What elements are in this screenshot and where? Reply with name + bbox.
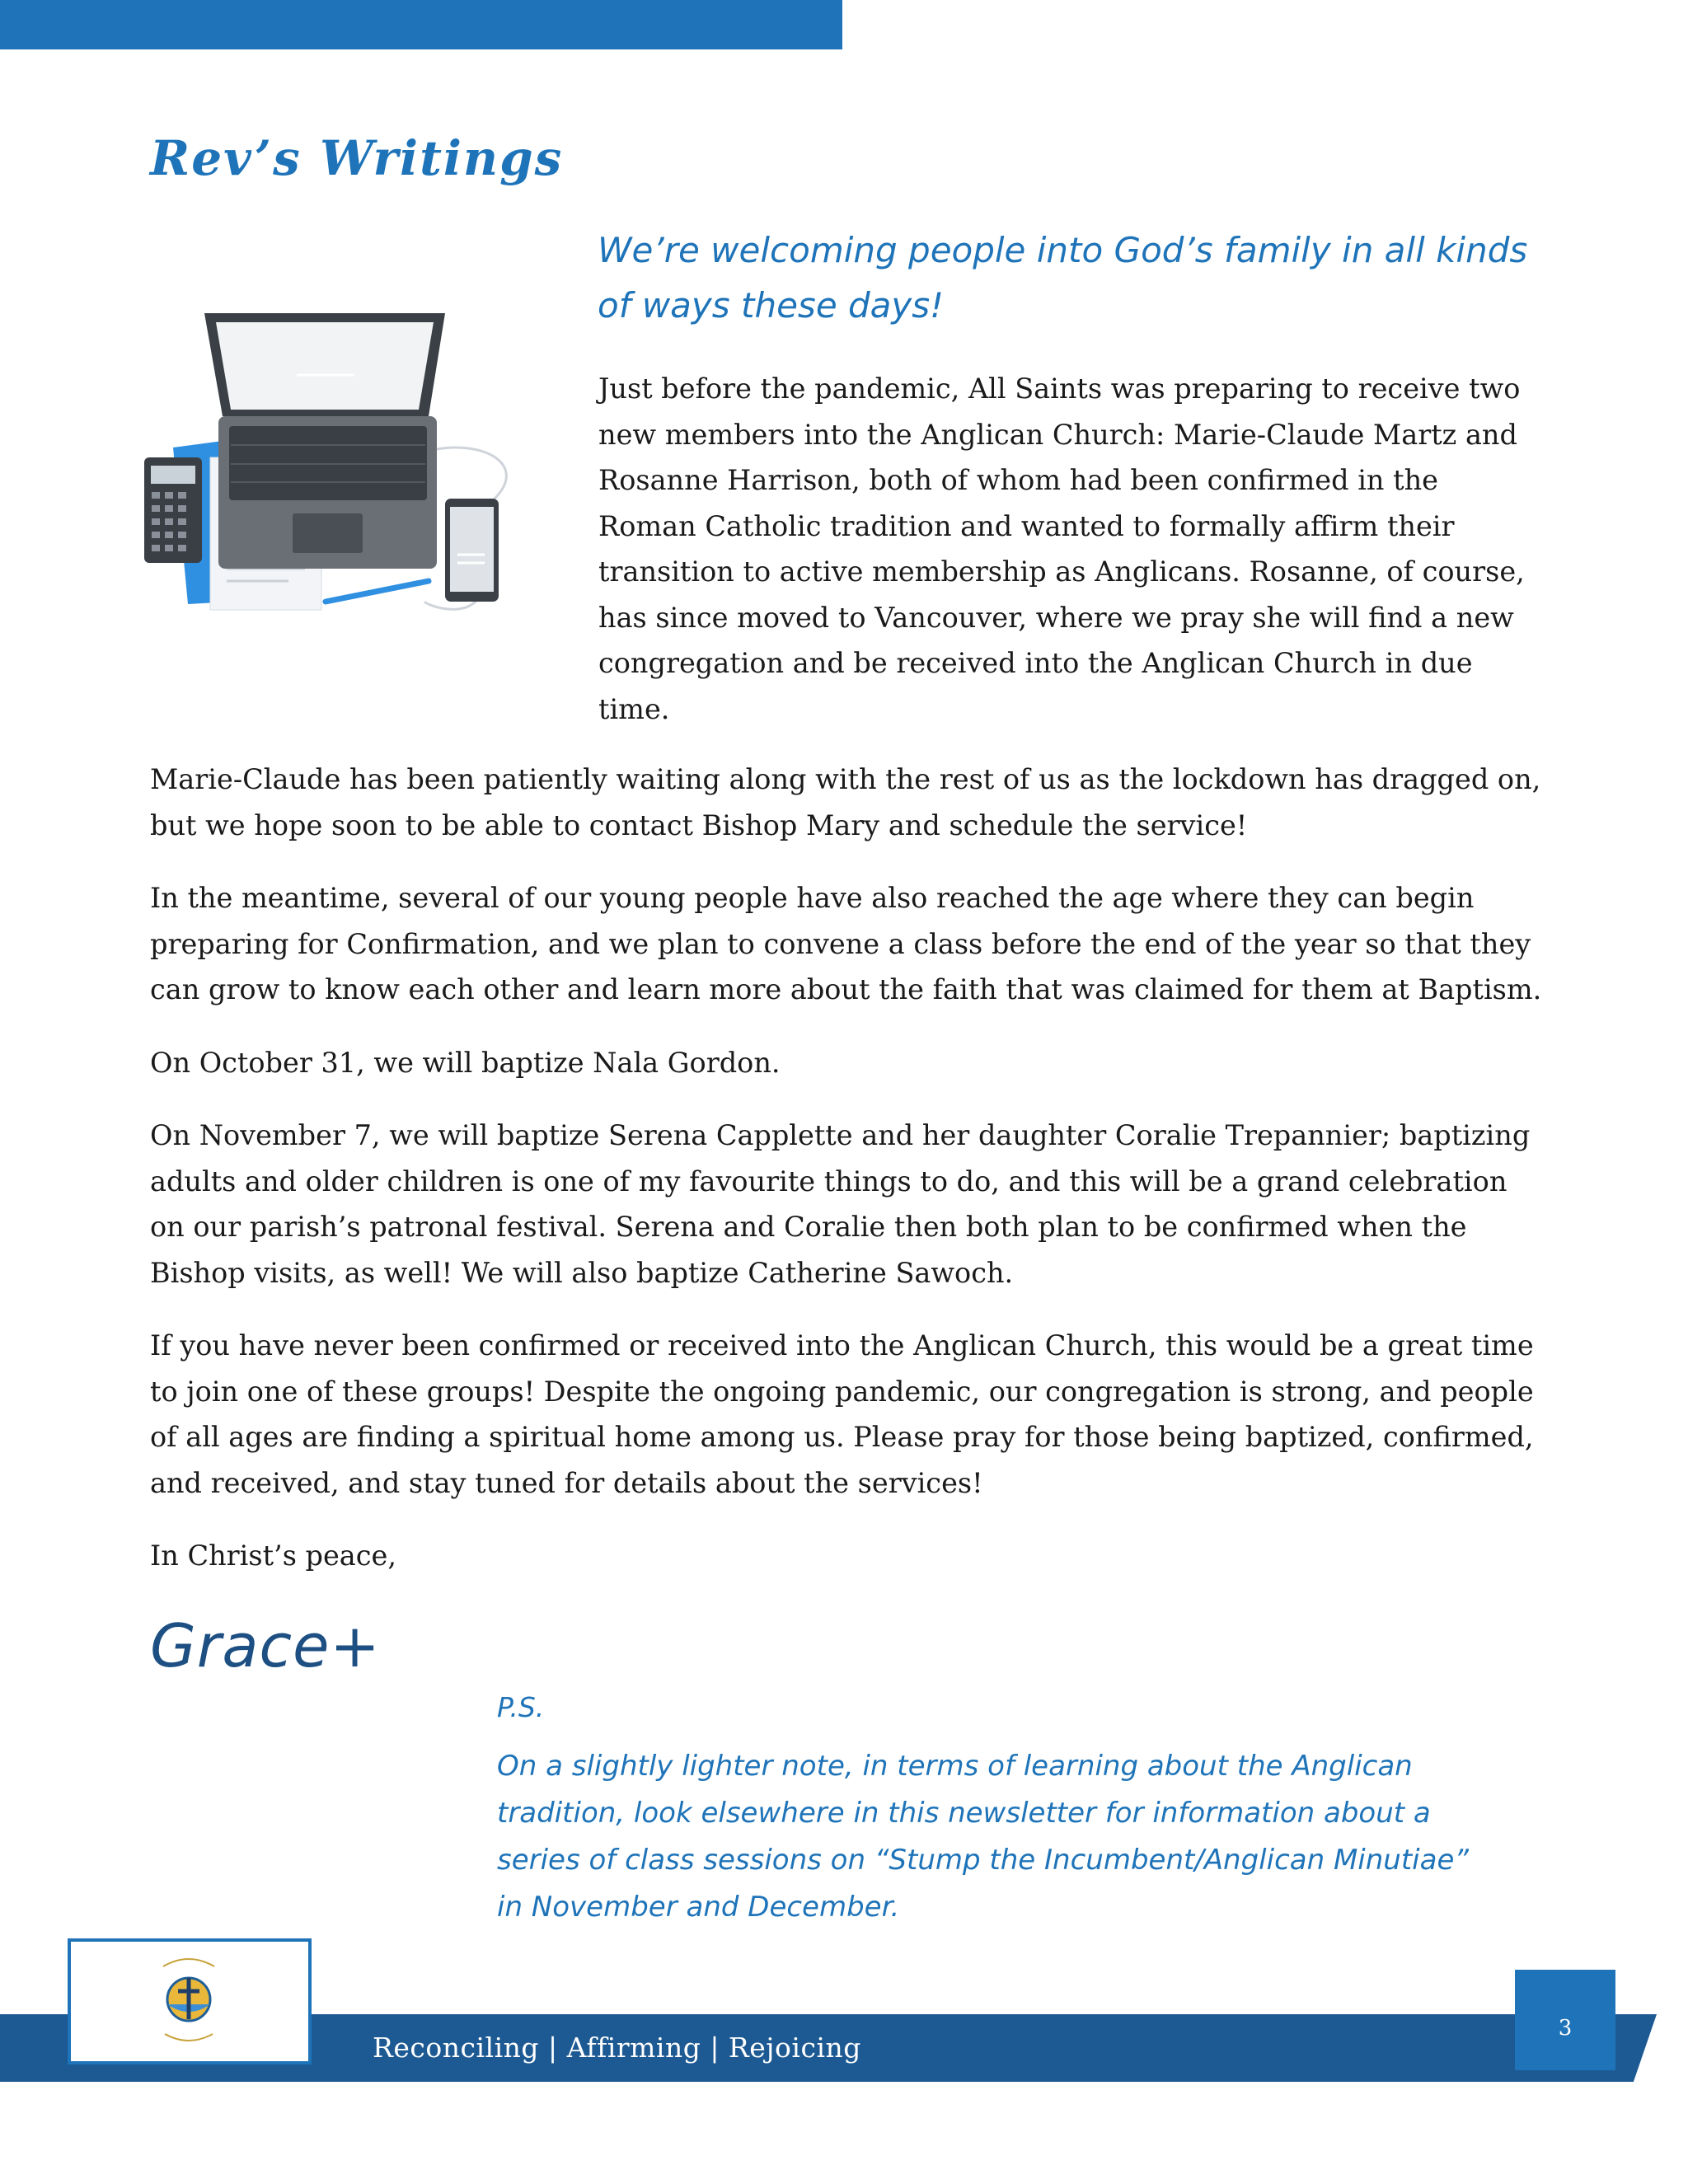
article-subtitle: We’re welcoming people into God’s family in all kinds of ways these days! bbox=[598, 230, 1528, 326]
postscript bbox=[497, 1691, 1486, 1931]
page-number-box bbox=[1515, 1970, 1615, 2070]
closing-line: In Christ’s peace, bbox=[150, 1540, 397, 1572]
intro-paragraph: Just before the pandemic, All Saints was preparing to receive two new members into the Anglican Church: Marie-Claude Martz and Rosanne Harrison, both of whom had been confirmed in the Roman Catholic tradition and wanted to formally affirm their transition to active membership as Anglicans. Rosanne, of course, has since moved to Vancouver, where we pray she will find a new congregation and be received into the Anglican Church in due time. bbox=[598, 373, 1525, 725]
paragraph: In the meantime, several of our young people have also reached the age where they can begin preparing for Confirmation, and we plan to convene a class before the end of the year so that they can grow to know each other and learn more about the faith that was claimed for them at Baptism. bbox=[150, 882, 1542, 1005]
ps-label: P.S. bbox=[497, 1691, 545, 1723]
church-logo-box bbox=[68, 1938, 312, 2064]
paragraph: If you have never been confirmed or received into the Anglican Church, this would be a great time to join one of these groups! Despite the ongoing pandemic, our congregation is strong, and people of all ages are finding a spiritual home among us. Please pray for those being baptized, confirmed, and received, and stay tuned for details about the services! bbox=[150, 1329, 1534, 1499]
page-title: Rev’s Writings bbox=[150, 130, 564, 186]
article-body bbox=[150, 757, 1543, 1606]
paragraph: On November 7, we will baptize Serena Capplette and her daughter Coralie Trepannier; baptizing adults and older children is one of my favourite things to do, and this will be a grand celebration on our parish’s patronal festival. Serena and Coralie then both plan to be confirmed when the Bishop visits, as well! We will also baptize Catherine Sawoch. bbox=[150, 1119, 1531, 1289]
laptop-desk-illustration bbox=[140, 309, 544, 622]
footer-motto: Reconciling | Affirming | Rejoicing bbox=[373, 2032, 861, 2064]
page-number: 3 bbox=[1558, 2016, 1573, 2041]
paragraph: On October 31, we will baptize Nala Gordon. bbox=[150, 1046, 781, 1079]
ps-text: On a slightly lighter note, in terms of learning about the Anglican tradition, look elsewhere in this newsletter for information about a series of class sessions on “Stump the Incumbent/Anglican Minutiae” in November and December. bbox=[497, 1750, 1469, 1924]
signature: Grace+ bbox=[150, 1611, 381, 1680]
top-accent-bar bbox=[0, 0, 842, 49]
church-cross-logo-icon bbox=[155, 1948, 223, 2050]
paragraph: Marie-Claude has been patiently waiting along with the rest of us as the lockdown has dragged on, but we hope soon to be able to contact Bishop Mary and schedule the service! bbox=[150, 763, 1541, 841]
